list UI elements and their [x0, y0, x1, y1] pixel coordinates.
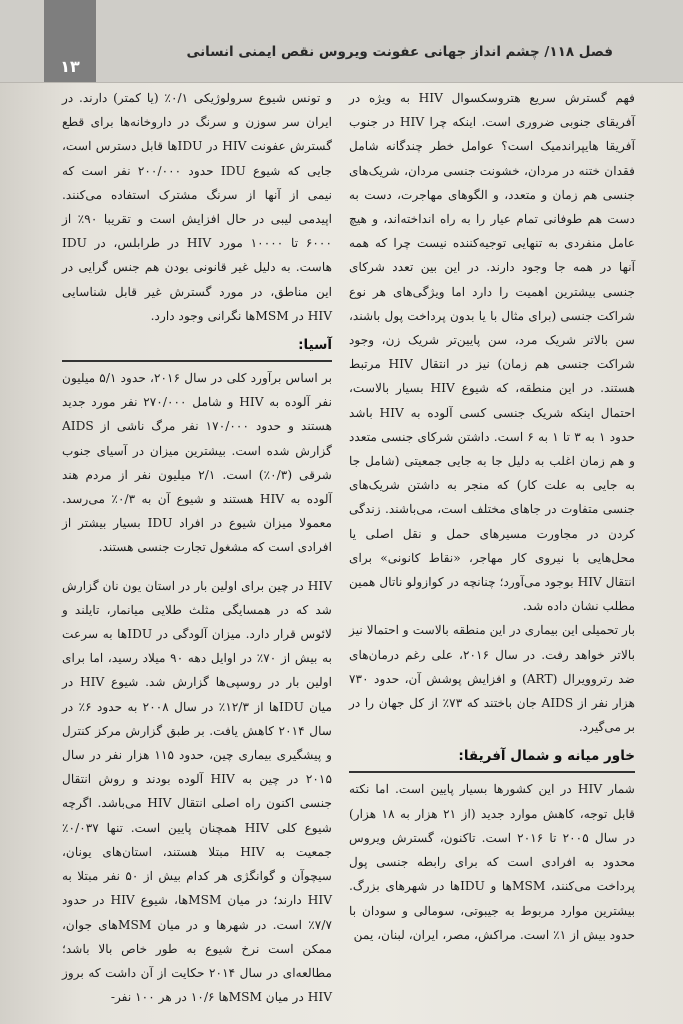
paragraph: فهم گسترش سریع هتروسکسوال HIV به ویژه در آفریقای جنوبی ضروری است. اینکه چرا HIV در جنوب آفریقا هایپراندمیک است؟ عوامل خطر چندگانه شامل فقدان ختنه در مردان، خشونت جنسی مردان، شریک‌های جنسی هم زمان و متعدد، و الگوهای مهاجرت، دست به دست هم طوفانی تمام عیار را به راه انداخته‌اند، و هیچ عامل منفردی به تنهایی توجیه‌کننده نیست چرا که همه آنها در همه جا وجود دارند. در این بین تعدد شرکای جنسی بیشترین اهمیت را دارد اما ویژگی‌های هر نوع شراکت جنسی (برای مثال با یا بدون پرداخت پول باشند، سن بالاتر شریک مرد، سن پایین‌تر شریک زن، وجود شراکت جنسی هم زمان) نیز در انتقال HIV مرتبط هستند. در این منطقه، که شیوع HIV بسیار بالاست، احتمال اینکه شریک جنسی کسی آلوده به HIV باشد حدود ۱ به ۳ تا ۱ به ۶ است. داشتن شرکای جنسی متعدد و هم زمان اغلب به دلیل جا به جایی جمعیتی (شامل جا به جایی به علت کار) که منجر به داشتن شریک‌های جنسی متفاوت در جاهای مختلف است، می‌باشند. زندگی کردن در مجاورت مسیرهای حمل و نقل اصلی یا محل‌هایی با نیروی کار مهاجر، «نقاط کانونی» برای انتقال HIV بوجود می‌آورد؛ چنانچه در کوازولو ناتال همین مطلب نشان داده شد. [349, 91, 636, 614]
paragraph-gap [62, 560, 332, 574]
paragraph: بر اساس برآورد کلی در سال ۲۰۱۶، حدود ۵/۱ میلیون نفر آلوده به HIV و شامل ۲۷۰/۰۰۰ نفر مورد جدید هستند و حدود ۱۷۰/۰۰۰ نفر مرگ ناشی از AIDS گزارش شده است. بیشترین میزان در آسیای جنوب شرقی (۰/۳٪) است. ۲/۱ میلیون نفر از مردم هند آلوده به HIV هستند و شیوع آن به ۰/۳٪ می‌رسد. معمولا میزان شیوع در افراد IDU بسیار بیشتر از افرادی است که مشغول تجارت جنسی هستند. [62, 371, 333, 555]
paragraph: شمار HIV در این کشورها بسیار پایین است. اما نکته قابل توجه، کاهش موارد جدید (از ۲۱ هزار به ۱۸ هزار) در سال ۲۰۰۵ تا ۲۰۱۶ است. تاکنون، گسترش ویروس محدود به افرادی است که برای رابطه جنسی پول پرداخت می‌کنند، MSMها و IDUها در شهرهای بزرگ. بیشترین موارد مربوط به جیبوتی، سومالی و سودان با حدود بیش از ۱٪ است. مراکش، مصر، ایران، لبنان، یمن [349, 782, 635, 942]
page-header [0, 0, 683, 83]
right-column [349, 86, 635, 947]
left-column [62, 86, 332, 1009]
paragraph: بار تحمیلی این بیماری در این منطقه بالاست و احتمالا نیز بالاتر خواهد رفت. در سال ۲۰۱۶، علی رغم درمان‌های ضد رتروویرال (ART) و افزایش پوشش آن، حدود ۷۳۰ هزار نفر از AIDS جان باختند که ۷۳٪ از کل جهان را در بر می‌گیرد. [349, 623, 636, 735]
paragraph: HIV در چین برای اولین بار در استان یون نان گزارش شد که در همسایگی مثلث طلایی میانمار، تایلند و لائوس قرار دارد. میزان آلودگی در IDUها به سرعت به بیش از ۷۰٪ در اوایل دهه ۹۰ میلاد رسید، اما برای اولین بار در روسپی‌ها گزارش شد. شیوع HIV در میان IDUها از ۱۲/۳٪ در سال ۲۰۰۸ به حدود ۶٪ در سال ۲۰۱۴ کاهش یافت. بر طبق گزارش مرکز کنترل و پیشگیری بیماری چین، حدود ۱۱۵ هزار نفر در سال ۲۰۱۵ در چین به HIV آلوده بودند و روش انتقال جنسی اکنون راه اصلی انتقال HIV می‌باشد. اگرچه شیوع کلی HIV همچنان پایین است. تنها ۰/۰۳۷٪ جمعیت به HIV مبتلا هستند، استان‌های یونان، سیچوآن و گوانگژی هر کدام بیش از ۵۰ نفر مبتلا به HIV دارند؛ در میان MSMها، شیوع HIV در حدود ۷/۷٪ است. در شهرها و در میان MSMهای جوان، ممکن است نرخ شیوع به طور خاص بالا باشد؛ مطالعه‌ای در سال ۲۰۱۴ حکایت از آن داشت که بروز HIV در میان MSMها ۱۰/۶ در هر ۱۰۰ نفر- [62, 578, 333, 1005]
section-heading: خاور میانه و شمال آفریقا: [458, 748, 635, 765]
page-number: ١٣ [44, 0, 96, 82]
section-rule [349, 771, 635, 773]
section-heading: آسیا: [298, 337, 332, 354]
chapter-title: فصل ۱۱۸/ چشم انداز جهانی عفونت ویروس نقص ایمنی انسانی [186, 44, 613, 60]
paragraph: و تونس شیوع سرولوژیکی ۰/۱٪ (یا کمتر) دارند. در ایران سر سوزن و سرنگ در داروخانه‌ها برای قطع گسترش عفونت HIV در IDUها قابل دسترس است، جایی که شیوع IDU حدود ۲۰۰/۰۰۰ نفر است که نیمی از آنها از سرنگ مشترک استفاده می‌کنند. اپیدمی لیبی در حال افزایش است و تقریبا ۹۰٪ از ۶۰۰۰ تا ۱۰۰۰۰ مورد HIV در طرابلس، در IDU هاست. به دلیل غیر قانونی بودن هم جنس گرایی در این مناطق، در مورد گسترش غیر قابل شناسایی HIV در MSMها نگرانی وجود دارد. [62, 91, 333, 323]
section-rule [62, 360, 332, 362]
